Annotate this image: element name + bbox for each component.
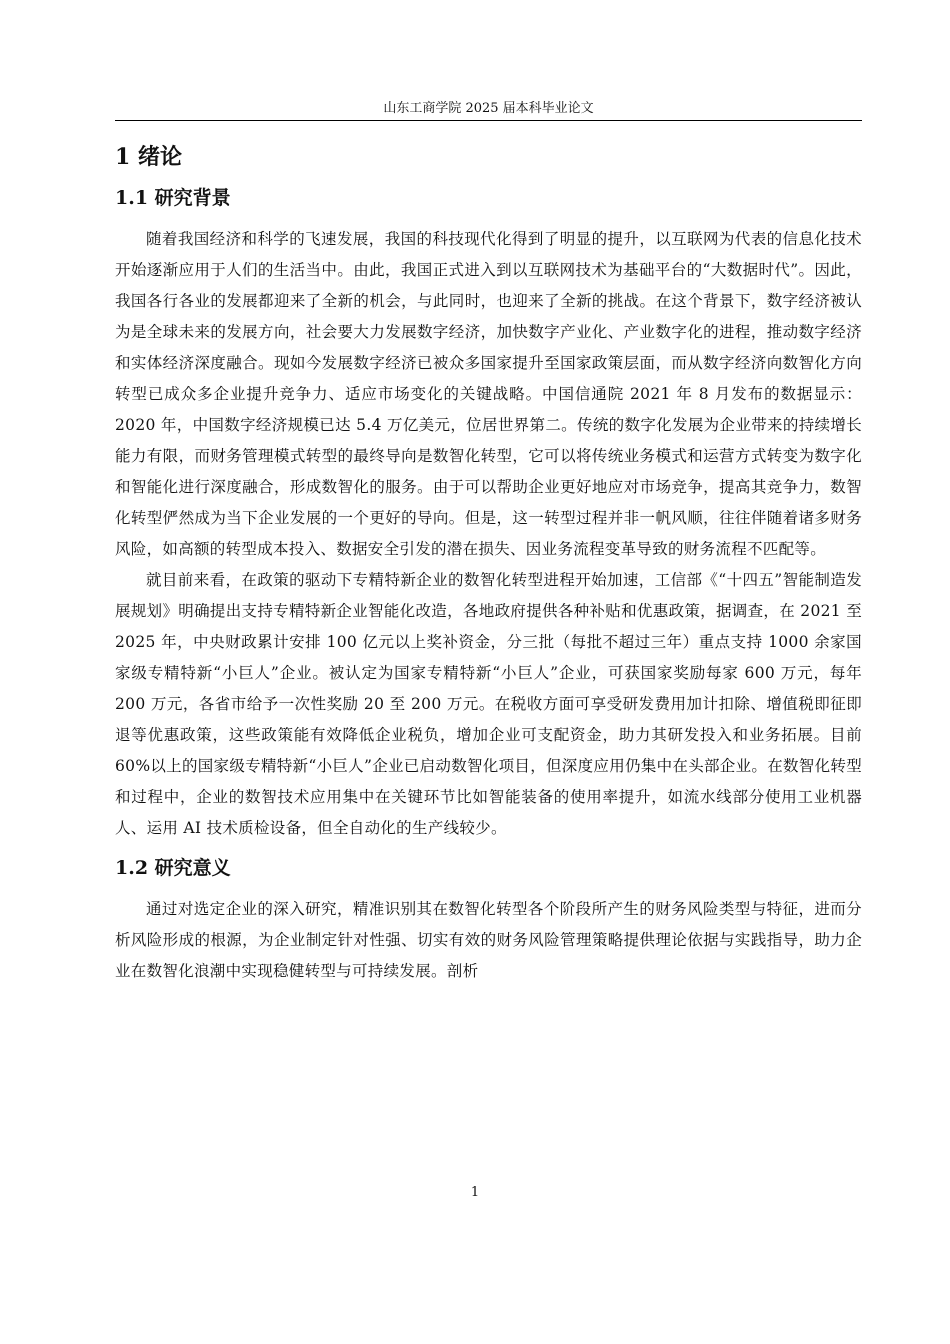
page-body — [115, 142, 862, 987]
running-header: 山东工商学院 2025 届本科毕业论文 — [115, 101, 862, 121]
paragraph: 随着我国经济和科学的飞速发展，我国的科技现代化得到了明显的提升，以互联网为代表的信息化技术开始逐渐应用于人们的生活当中。由此，我国正式进入到以互联网技术为基础平台的“大数据时代”。因此，我国各行各业的发展都迎来了全新的机会，与此同时，也迎来了全新的挑战。在这个背景下，数字经济被认为是全球未来的发展方向，社会要大力发展数字经济，加快数字产业化、产业数字化的进程，推动数字经济和实体经济深度融合。现如今发展数字经济已被众多国家提升至国家政策层面，而从数字经济向数智化方向转型已成众多企业提升竞争力、适应市场变化的关键战略。中国信通院 2021 年 8 月发布的数据显示：2020 年，中国数字经济规模已达 5.4 万亿美元，位居世界第二。传统的数字化发展为企业带来的持续增长能力有限，而财务管理模式转型的最终导向是数智化转型，它可以将传统业务模式和运营方式转变为数字化和智能化进行深度融合，形成数智化的服务。由于可以帮助企业更好地应对市场竞争，提高其竞争力，数智化转型俨然成为当下企业发展的一个更好的导向。但是，这一转型过程并非一帆风顺，往往伴随着诸多财务风险，如高额的转型成本投入、数据安全引发的潜在损失、因业务流程变革导致的财务流程不匹配等。 — [115, 230, 862, 558]
page-number: 1 — [470, 1185, 480, 1200]
paragraph: 就目前来看，在政策的驱动下专精特新企业的数智化转型进程开始加速，工信部《“十四五”智能制造发展规划》明确提出支持专精特新企业智能化改造，各地政府提供各种补贴和优惠政策，据调查，在 2021 至 2025 年，中央财政累计安排 100 亿元以上奖补资金，分三批（每批不超过三年）重点支持 1000 余家国家级专精特新“小巨人”企业。被认定为国家专精特新“小巨人”企业，可获国家奖励每家 600 万元，每年 200 万元，各省市给予一次性奖励 20 至 200 万元。在税收方面可享受研发费用加计扣除、增值税即征即退等优惠政策，这些政策能有效降低企业税负，增加企业可支配资金，助力其研发投入和业务拓展。目前 60%以上的国家级专精特新“小巨人”企业已启动数智化项目，但深度应用仍集中在头部企业。在数智化转型和过程中，企业的数智技术应用集中在关键环节比如智能装备的使用率提升，如流水线部分使用工业机器人、运用 AI 技术质检设备，但全自动化的生产线较少。 — [115, 571, 863, 837]
section-title-research-background: 1.1 研究背景 — [115, 187, 231, 209]
section-title-research-significance: 1.2 研究意义 — [115, 857, 231, 879]
chapter-title: 1 绪论 — [115, 144, 182, 170]
paragraph: 通过对选定企业的深入研究，精准识别其在数智化转型各个阶段所产生的财务风险类型与特征，进而分析风险形成的根源，为企业制定针对性强、切实有效的财务风险管理策略提供理论依据与实践指导，助力企业在数智化浪潮中实现稳健转型与可持续发展。剖析 — [115, 900, 862, 980]
